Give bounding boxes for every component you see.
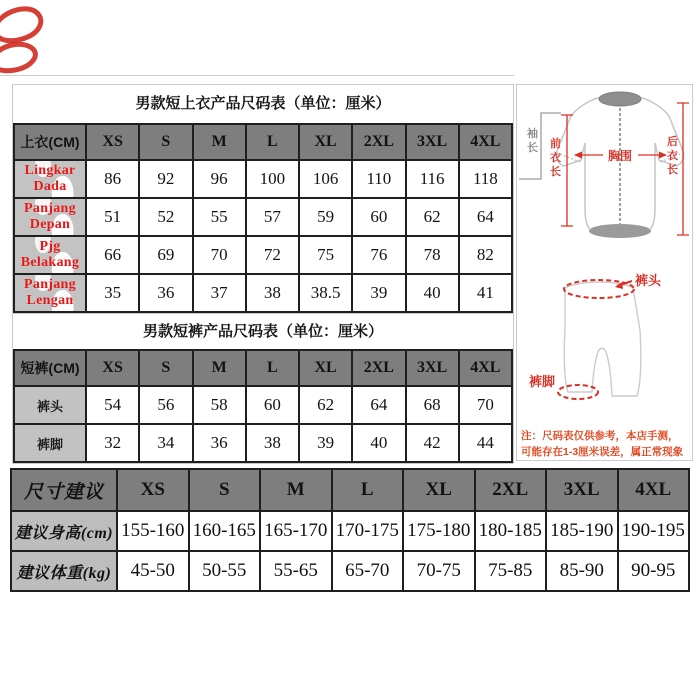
size-header-cell: S bbox=[139, 350, 192, 386]
value-cell: 165-170 bbox=[260, 511, 332, 551]
value-cell: 40 bbox=[352, 424, 405, 462]
size-header-cell: XL bbox=[299, 350, 352, 386]
size-suggestion-table-box bbox=[10, 468, 690, 592]
value-cell: 70-75 bbox=[403, 551, 475, 591]
size-header-cell: XS bbox=[117, 469, 189, 511]
jersey-corner-cell: 上衣(CM) bbox=[14, 124, 86, 160]
back-length-line bbox=[677, 103, 689, 235]
jersey-collar bbox=[599, 92, 641, 106]
value-cell: 59 bbox=[299, 198, 352, 236]
jersey-hem-band bbox=[589, 224, 651, 238]
shorts-outline bbox=[564, 282, 641, 396]
value-cell: 160-165 bbox=[189, 511, 261, 551]
note-line-2: 可能存在1-3厘米误差，属正常现象 bbox=[521, 445, 684, 458]
jersey-table-title: 男款短上衣产品尺码表（单位：厘米） bbox=[135, 95, 391, 112]
size-note bbox=[517, 427, 692, 461]
front-length-label: 前衣长 bbox=[550, 138, 561, 178]
value-cell: 35 bbox=[86, 274, 139, 312]
jersey-size-table-box bbox=[12, 84, 514, 314]
row-label-cell: 建议体重(kg) bbox=[11, 551, 117, 591]
value-cell: 118 bbox=[459, 160, 512, 198]
size-header-cell: 2XL bbox=[352, 350, 405, 386]
red-scribble-watermark bbox=[0, 2, 66, 80]
value-cell: 72 bbox=[246, 236, 299, 274]
size-header-cell: 2XL bbox=[352, 124, 405, 160]
value-cell: 82 bbox=[459, 236, 512, 274]
value-cell: 60 bbox=[246, 386, 299, 424]
value-cell: 55 bbox=[193, 198, 246, 236]
value-cell: 190-195 bbox=[618, 511, 690, 551]
value-cell: 55-65 bbox=[260, 551, 332, 591]
jersey-header-row bbox=[14, 124, 512, 160]
value-cell: 100 bbox=[246, 160, 299, 198]
value-cell: 60 bbox=[352, 198, 405, 236]
value-cell: 64 bbox=[352, 386, 405, 424]
value-cell: 42 bbox=[406, 424, 459, 462]
size-header-cell: 3XL bbox=[546, 469, 618, 511]
row-label-cell: Panjang Depan bbox=[14, 198, 86, 236]
value-cell: 36 bbox=[139, 274, 192, 312]
size-header-cell: M bbox=[193, 124, 246, 160]
value-cell: 69 bbox=[139, 236, 192, 274]
table-row bbox=[14, 424, 512, 462]
table-row bbox=[14, 160, 512, 198]
size-header-cell: XL bbox=[299, 124, 352, 160]
shorts-table-title: 男款短裤产品尺码表（单位：厘米） bbox=[142, 323, 383, 340]
size-header-cell: 4XL bbox=[459, 350, 512, 386]
value-cell: 68 bbox=[406, 386, 459, 424]
value-cell: 36 bbox=[193, 424, 246, 462]
size-header-cell: XS bbox=[86, 124, 139, 160]
value-cell: 51 bbox=[86, 198, 139, 236]
row-label-cell: Pjg Belakang bbox=[14, 236, 86, 274]
value-cell: 155-160 bbox=[117, 511, 189, 551]
value-cell: 92 bbox=[139, 160, 192, 198]
value-cell: 175-180 bbox=[403, 511, 475, 551]
table-row bbox=[11, 551, 689, 591]
value-cell: 41 bbox=[459, 274, 512, 312]
value-cell: 76 bbox=[352, 236, 405, 274]
row-label-cell: Panjang Lengan bbox=[14, 274, 86, 312]
sleeve-length-label: 袖长 bbox=[527, 128, 538, 154]
row-label-cell: Lingkar Dada bbox=[14, 160, 86, 198]
value-cell: 85-90 bbox=[546, 551, 618, 591]
value-cell: 75 bbox=[299, 236, 352, 274]
back-length-label: 后衣长 bbox=[667, 136, 678, 176]
value-cell: 56 bbox=[139, 386, 192, 424]
value-cell: 180-185 bbox=[475, 511, 547, 551]
size-header-cell: XS bbox=[86, 350, 139, 386]
suggestion-corner-cell: 尺寸建议 bbox=[11, 469, 117, 511]
measurement-diagram-panel bbox=[516, 84, 693, 461]
value-cell: 54 bbox=[86, 386, 139, 424]
table-row bbox=[14, 198, 512, 236]
value-cell: 90-95 bbox=[618, 551, 690, 591]
value-cell: 50-55 bbox=[189, 551, 261, 591]
size-header-cell: L bbox=[332, 469, 404, 511]
value-cell: 44 bbox=[459, 424, 512, 462]
size-header-cell: S bbox=[189, 469, 261, 511]
value-cell: 185-190 bbox=[546, 511, 618, 551]
top-divider-line bbox=[0, 75, 514, 76]
value-cell: 64 bbox=[459, 198, 512, 236]
value-cell: 116 bbox=[406, 160, 459, 198]
value-cell: 86 bbox=[86, 160, 139, 198]
table-row bbox=[11, 511, 689, 551]
size-header-cell: L bbox=[246, 350, 299, 386]
shorts-corner-cell: 短裤(CM) bbox=[14, 350, 86, 386]
table-row bbox=[14, 274, 512, 312]
row-label-cell: 建议身高(cm) bbox=[11, 511, 117, 551]
size-header-cell: 2XL bbox=[475, 469, 547, 511]
value-cell: 38 bbox=[246, 424, 299, 462]
jersey-diagram bbox=[517, 85, 692, 267]
size-header-cell: L bbox=[246, 124, 299, 160]
shorts-size-table-box bbox=[12, 313, 514, 464]
value-cell: 38 bbox=[246, 274, 299, 312]
value-cell: 62 bbox=[406, 198, 459, 236]
size-header-cell: XL bbox=[403, 469, 475, 511]
value-cell: 78 bbox=[406, 236, 459, 274]
value-cell: 37 bbox=[193, 274, 246, 312]
size-header-cell: 4XL bbox=[618, 469, 690, 511]
suggestion-header-row bbox=[11, 469, 689, 511]
value-cell: 106 bbox=[299, 160, 352, 198]
value-cell: 34 bbox=[139, 424, 192, 462]
value-cell: 70 bbox=[193, 236, 246, 274]
table-row bbox=[14, 236, 512, 274]
shorts-size-table bbox=[13, 349, 513, 463]
value-cell: 96 bbox=[193, 160, 246, 198]
row-label-cell: 裤头 bbox=[14, 386, 86, 424]
value-cell: 75-85 bbox=[475, 551, 547, 591]
size-header-cell: M bbox=[260, 469, 332, 511]
chest-label: 胸围 bbox=[607, 149, 633, 163]
value-cell: 38.5 bbox=[299, 274, 352, 312]
shorts-header-row bbox=[14, 350, 512, 386]
value-cell: 57 bbox=[246, 198, 299, 236]
waist-label: 裤头 bbox=[635, 273, 662, 288]
row-label-cell: 裤脚 bbox=[14, 424, 86, 462]
value-cell: 32 bbox=[86, 424, 139, 462]
value-cell: 110 bbox=[352, 160, 405, 198]
size-header-cell: 3XL bbox=[406, 124, 459, 160]
value-cell: 58 bbox=[193, 386, 246, 424]
value-cell: 45-50 bbox=[117, 551, 189, 591]
value-cell: 40 bbox=[406, 274, 459, 312]
jersey-size-table bbox=[13, 123, 513, 313]
size-header-cell: S bbox=[139, 124, 192, 160]
value-cell: 39 bbox=[352, 274, 405, 312]
size-header-cell: 3XL bbox=[406, 350, 459, 386]
value-cell: 66 bbox=[86, 236, 139, 274]
size-header-cell: M bbox=[193, 350, 246, 386]
table-row bbox=[14, 386, 512, 424]
note-line-1: 注：尺码表仅供参考，本店手测， bbox=[521, 430, 679, 442]
size-header-cell: 4XL bbox=[459, 124, 512, 160]
value-cell: 170-175 bbox=[332, 511, 404, 551]
value-cell: 70 bbox=[459, 386, 512, 424]
leg-opening-label: 裤脚 bbox=[529, 374, 556, 389]
value-cell: 39 bbox=[299, 424, 352, 462]
value-cell: 52 bbox=[139, 198, 192, 236]
shorts-diagram bbox=[517, 272, 692, 422]
size-suggestion-table bbox=[10, 468, 690, 592]
value-cell: 65-70 bbox=[332, 551, 404, 591]
value-cell: 62 bbox=[299, 386, 352, 424]
